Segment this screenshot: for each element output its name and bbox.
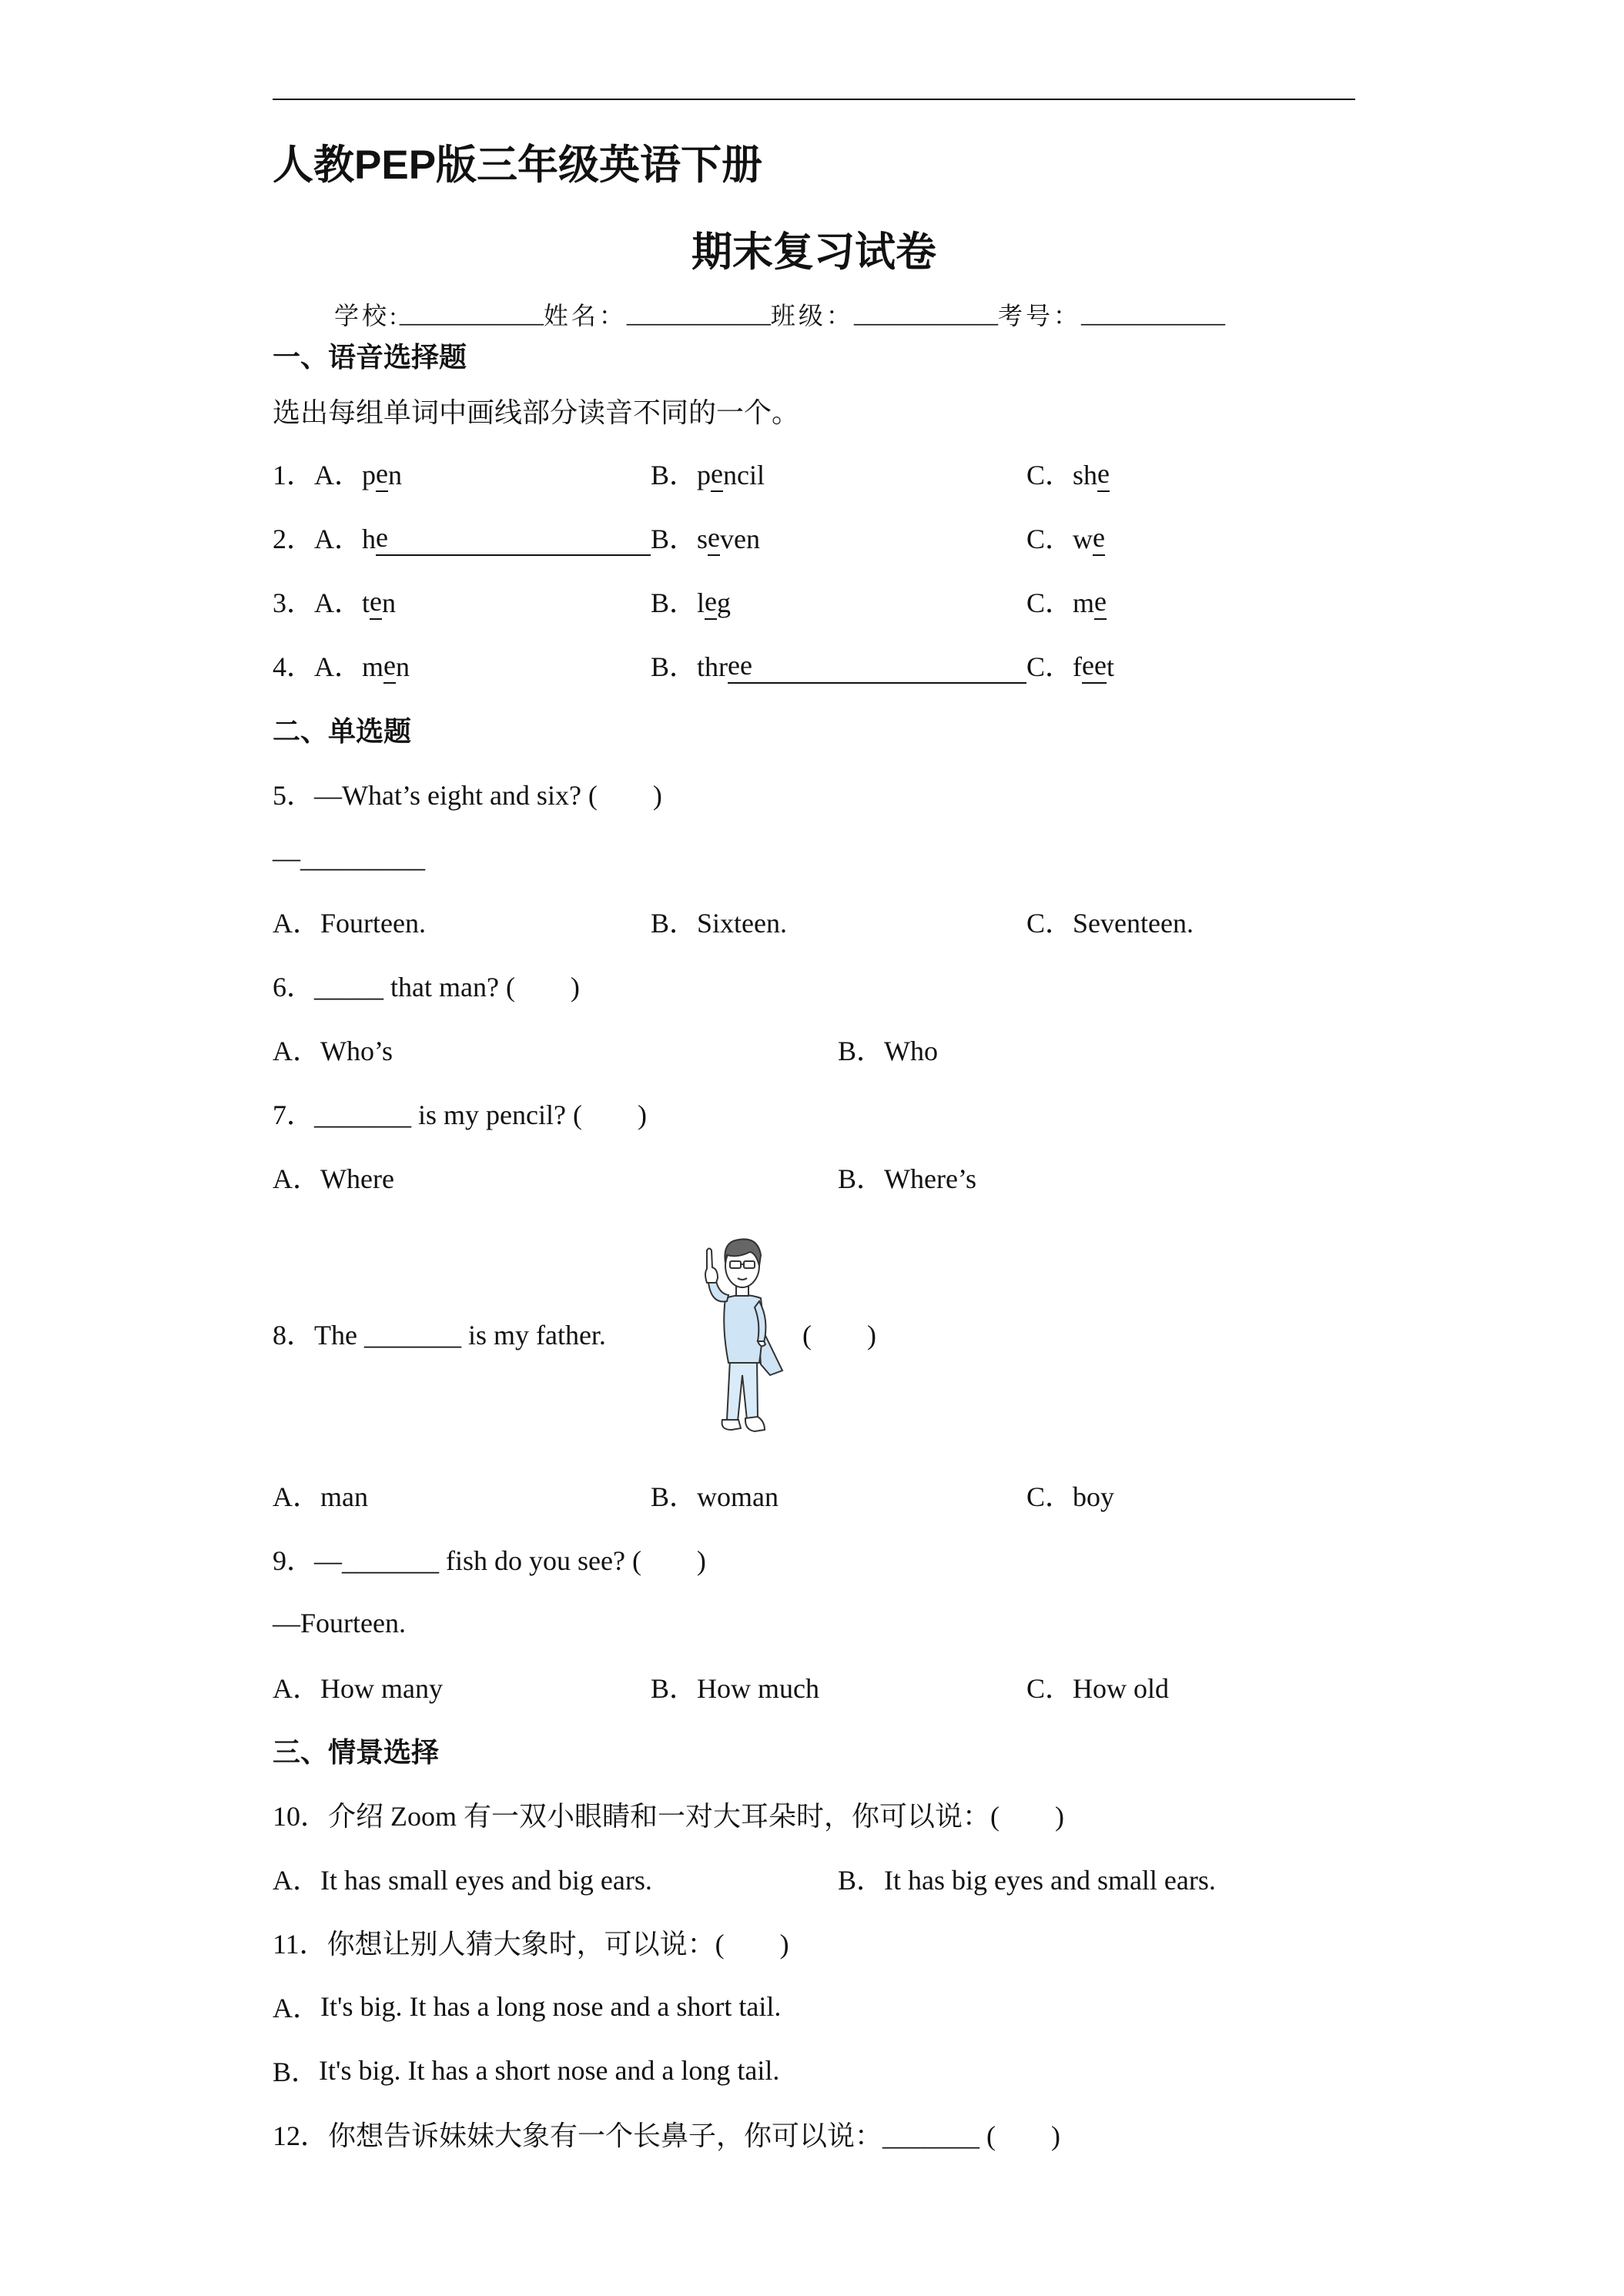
option-letter: C．	[1026, 523, 1073, 554]
word-part: p	[697, 459, 712, 490]
word-part: m	[1073, 587, 1095, 618]
option-letter: C．	[1026, 908, 1073, 939]
class-blank: ___________	[853, 300, 998, 328]
section-heading-single-choice: 二、单选题	[273, 715, 412, 747]
question-number: 1．	[273, 459, 315, 490]
question-8-options	[273, 1463, 1355, 1527]
word-part: m	[362, 651, 384, 682]
word-part: thr	[697, 651, 728, 682]
underlined-letters: e	[370, 584, 382, 620]
exam-number-blank: ___________	[1080, 300, 1225, 328]
underlined-letters: ee	[1082, 648, 1107, 684]
option-letter: B．	[838, 1036, 885, 1066]
question-8-text: 8．The _______ is my father.	[273, 1320, 606, 1350]
underlined-letters: e	[1093, 520, 1105, 556]
option-b	[838, 1859, 1216, 1898]
father-cartoon-figure-icon	[684, 1227, 803, 1443]
option-letter: B．	[651, 651, 698, 682]
option-a	[273, 1859, 838, 1898]
question-5-stem: 5．—What’s eight and six? ( )	[273, 780, 662, 811]
question-9-stem: 9．—_______ fish do you see? ( )	[273, 1545, 706, 1576]
option-a	[273, 648, 651, 684]
option-text: man	[320, 1481, 368, 1512]
question-12-stem: 12．你想告诉妹妹大象有一个长鼻子，你可以说：_______ ( )	[273, 2120, 1060, 2151]
option-c	[1026, 457, 1110, 492]
option-letter: A．	[273, 1481, 320, 1512]
option-a	[273, 902, 651, 941]
option-text: It has small eyes and big ears.	[320, 1865, 652, 1896]
underlined-letters: e	[711, 457, 723, 492]
question-3	[273, 570, 1355, 634]
question-11-stem: 11．你想让别人猜大象时，可以说：( )	[273, 1929, 789, 1960]
option-letter: A．	[314, 587, 363, 618]
option-text: boy	[1073, 1481, 1115, 1512]
word-part: sh	[1073, 459, 1098, 490]
option-b	[838, 1157, 976, 1197]
question-4	[273, 634, 1355, 698]
word-part: n	[396, 651, 410, 682]
option-letter: A．	[273, 908, 320, 939]
word-part: s	[697, 523, 708, 554]
option-b	[651, 648, 1026, 684]
exam-subtitle: 期末复习试卷	[691, 229, 936, 275]
option-a	[273, 1029, 838, 1069]
option-text: woman	[697, 1481, 779, 1512]
option-letter: A．	[273, 1993, 320, 2023]
option-text: It's big. It has a short nose and a long tail.	[319, 2054, 780, 2086]
option-letter: B．	[651, 523, 698, 554]
word-part: ncil	[723, 459, 765, 490]
question-9-options	[273, 1655, 1355, 1719]
option-letter: C．	[1026, 459, 1073, 490]
word-part: p	[362, 459, 377, 490]
exam-title: 人教PEP版三年级英语下册	[273, 142, 763, 188]
option-a	[273, 1475, 651, 1514]
underlined-letters: e	[705, 584, 717, 620]
exam-number-label: 考号：	[997, 302, 1081, 330]
underlined-letters: e	[376, 457, 388, 492]
underlined-letters: e	[1094, 584, 1107, 620]
option-letter: A．	[314, 523, 363, 554]
option-c	[1026, 584, 1107, 620]
option-letter: A．	[273, 1865, 320, 1896]
option-text: Who’s	[320, 1036, 393, 1066]
word-part: ven	[720, 523, 760, 554]
question-10-stem: 10．介绍 Zoom 有一双小眼睛和一对大耳朵时，你可以说：( )	[273, 1801, 1064, 1832]
option-a	[273, 1667, 651, 1706]
word-part: n	[382, 587, 397, 618]
word-part: w	[1073, 523, 1093, 554]
student-info-line	[273, 283, 1355, 336]
option-b	[838, 1029, 938, 1069]
option-a	[273, 457, 651, 492]
option-b	[651, 520, 1026, 556]
option-letter: A．	[273, 1673, 320, 1704]
question-number: 3．	[273, 587, 315, 618]
option-text: Seventeen.	[1073, 908, 1194, 939]
option-b	[651, 1667, 1026, 1706]
option-a	[273, 520, 651, 556]
option-letter: C．	[1026, 651, 1073, 682]
option-text: Where’s	[884, 1163, 976, 1194]
underlined-letters: ee	[728, 648, 752, 684]
question-9-reply: —Fourteen.	[273, 1607, 406, 1638]
option-a	[273, 1157, 838, 1197]
underlined-letters: e	[376, 520, 388, 556]
option-letter: B．	[651, 908, 698, 939]
question-5-options	[273, 889, 1355, 953]
question-10-options	[273, 1846, 1355, 1910]
option-text: Sixteen.	[697, 908, 787, 939]
option-letter: A．	[273, 1163, 320, 1194]
question-2	[273, 506, 1355, 570]
option-letter: B．	[838, 1163, 885, 1194]
question-6-stem: 6．_____ that man? ( )	[273, 972, 580, 1002]
underlined-letters: e	[383, 648, 396, 684]
word-part: t	[1106, 651, 1114, 682]
question-7-stem: 7．_______ is my pencil? ( )	[273, 1099, 647, 1130]
question-6-options	[273, 1017, 1355, 1081]
option-c	[1026, 1667, 1169, 1706]
word-part: g	[717, 587, 732, 618]
option-a	[273, 584, 651, 620]
option-b	[651, 1475, 1026, 1514]
option-c	[1026, 648, 1114, 684]
option-text: It has big eyes and small ears.	[884, 1865, 1216, 1896]
header-rule	[273, 99, 1355, 100]
trailing-underline	[752, 648, 1026, 684]
option-letter: C．	[1026, 1481, 1073, 1512]
option-text: How much	[697, 1673, 819, 1704]
option-letter: C．	[1026, 587, 1073, 618]
word-part: n	[388, 459, 402, 490]
question-7-options	[273, 1145, 1355, 1209]
class-label: 班级：	[770, 302, 854, 330]
option-text: Where	[320, 1163, 394, 1194]
option-text: How old	[1073, 1673, 1170, 1704]
question-5-answer-line: —_________	[273, 842, 425, 873]
name-label: 姓名：	[543, 302, 627, 330]
word-part: t	[362, 587, 370, 618]
page-content	[273, 0, 1355, 2166]
word-part: f	[1073, 651, 1083, 682]
section-heading-phonics: 一、语音选择题	[273, 341, 467, 373]
option-letter: A．	[314, 651, 363, 682]
name-blank: ___________	[626, 300, 771, 328]
section-instruction: 选出每组单词中画线部分读音不同的一个。	[273, 397, 800, 428]
answer-parentheses: ( )	[802, 1320, 876, 1350]
option-letter: B．	[838, 1865, 885, 1896]
word-part: h	[362, 523, 377, 554]
question-11-option-a	[273, 1974, 1355, 2038]
option-letter: B．	[651, 459, 698, 490]
option-b	[651, 457, 1026, 492]
word-part: l	[697, 587, 705, 618]
trailing-underline	[388, 520, 651, 556]
option-b	[651, 902, 1026, 941]
option-letter: B．	[651, 587, 698, 618]
option-c	[1026, 520, 1105, 556]
option-letter: B．	[273, 2057, 320, 2087]
question-11-option-b	[273, 2038, 1355, 2102]
option-letter: C．	[1026, 1673, 1073, 1704]
option-b	[651, 584, 1026, 620]
option-c	[1026, 902, 1194, 941]
option-letter: B．	[651, 1481, 698, 1512]
underlined-letters: e	[708, 520, 720, 556]
option-letter: A．	[314, 459, 363, 490]
option-text: It's big. It has a long nose and a short tail.	[320, 1990, 782, 2022]
underlined-letters: e	[1097, 457, 1110, 492]
option-letter: A．	[273, 1036, 320, 1066]
option-text: Who	[884, 1036, 938, 1066]
option-letter: B．	[651, 1673, 698, 1704]
school-blank: ___________	[399, 300, 544, 328]
question-8-stem	[273, 1209, 1355, 1463]
question-number: 2．	[273, 523, 315, 554]
option-c	[1026, 1475, 1114, 1514]
question-number: 4．	[273, 651, 315, 682]
section-heading-situational: 三、情景选择	[273, 1736, 440, 1768]
question-1	[273, 442, 1355, 506]
option-text: Fourteen.	[320, 908, 426, 939]
option-text: How many	[320, 1673, 443, 1704]
school-label: 学校:	[334, 302, 400, 330]
